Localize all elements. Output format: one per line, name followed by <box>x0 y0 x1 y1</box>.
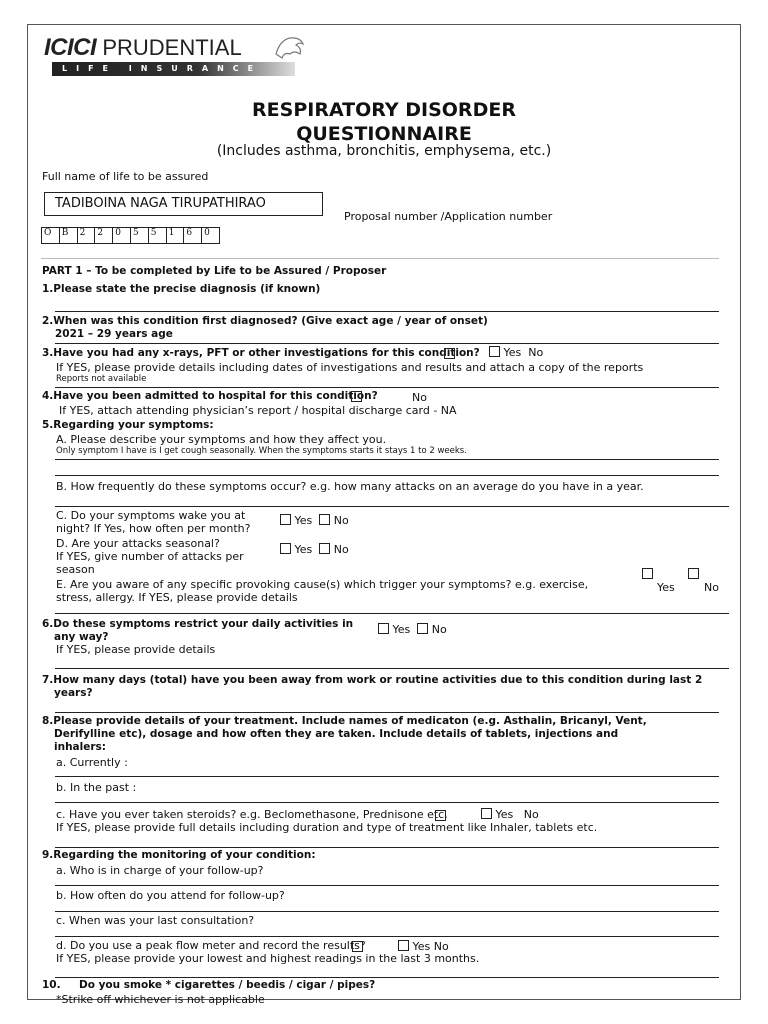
question-1: 1.Please state the precise diagnosis (if known) <box>42 283 321 295</box>
q8c-detail: If YES, please provide full details including duration and type of treatment like Inhaler, tablets etc. <box>56 821 598 834</box>
question-2: 2.When was this condition first diagnosed? (Give exact age / year of onset) <box>42 315 488 327</box>
answer-5a: Only symptom I have is I get cough seasonally. When the symptoms starts it stays 1 to 2 weeks. <box>56 446 467 456</box>
answer-line-5a-2[interactable] <box>55 475 719 476</box>
answer-line-5e[interactable] <box>55 613 729 614</box>
q9d-yes-checkbox[interactable] <box>398 940 409 951</box>
answer-line-9d[interactable] <box>55 977 719 978</box>
q3-checkbox-inline[interactable] <box>444 348 455 359</box>
q4-detail: If YES, attach attending physician’s report / hospital discharge card - NA <box>59 404 457 417</box>
page-title: RESPIRATORY DISORDER <box>252 99 516 121</box>
answer-line-9b[interactable] <box>55 911 719 912</box>
q3-detail: If YES, please provide details including dates of investigations and results and attach a copy of the reports <box>56 361 644 374</box>
q8c-options: Yes No <box>481 808 539 821</box>
name-field[interactable]: TADIBOINA NAGA TIRUPATHIRAO <box>44 192 323 216</box>
question-3: 3.Have you had any x-rays, PFT or other investigations for this condition? <box>42 347 480 359</box>
q8c-inline-checkbox[interactable] <box>435 810 446 821</box>
q8c-yes-checkbox[interactable] <box>481 808 492 819</box>
digit-cell: 0 <box>204 228 210 238</box>
q9d-inline-checkbox[interactable] <box>352 941 363 952</box>
question-5d: D. Are your attacks seasonal? If YES, give number of attacks per season <box>56 537 244 576</box>
q6-detail: If YES, please provide details <box>56 643 216 656</box>
proposal-label: Proposal number /Application number <box>344 210 553 223</box>
answer-line-8b[interactable] <box>55 802 719 803</box>
digit-cell: O <box>42 228 60 243</box>
digit-cell: 6 <box>184 228 202 243</box>
question-9d: d. Do you use a peak flow meter and record the results? <box>56 939 366 952</box>
digit-cell: 2 <box>95 228 113 243</box>
answer-2: 2021 – 29 years age <box>55 328 173 340</box>
q4-yes-checkbox[interactable] <box>351 391 362 402</box>
answer-line-2[interactable] <box>55 343 719 344</box>
q5c-yes-checkbox[interactable] <box>280 514 291 525</box>
q3-options <box>489 346 543 359</box>
question-5: 5.Regarding your symptoms: <box>42 419 214 431</box>
answer-line-6[interactable] <box>55 668 729 669</box>
answer-line-3[interactable] <box>55 387 719 388</box>
page-title-line2: QUESTIONNAIRE <box>296 123 472 145</box>
q5d-yes-checkbox[interactable] <box>280 543 291 554</box>
q5e-yes-label: Yes <box>657 581 675 594</box>
q5e-no-label: No <box>704 581 719 594</box>
q4-no-label: No <box>412 391 427 404</box>
question-9b: b. How often do you attend for follow-up? <box>56 889 285 902</box>
q5e-no-checkbox[interactable] <box>688 568 699 579</box>
answer-line-1[interactable] <box>55 311 719 312</box>
question-4: 4.Have you been admitted to hospital for this condition? <box>42 390 378 402</box>
question-9c: c. When was your last consultation? <box>56 914 255 927</box>
digit-cell: 5 <box>131 228 149 243</box>
question-10: Do you smoke * cigarettes / beedis / cigar / pipes? <box>79 979 376 991</box>
question-9: 9.Regarding the monitoring of your condition: <box>42 849 316 861</box>
q3-yes-checkbox[interactable] <box>489 346 500 357</box>
q5d-options: Yes No <box>280 543 349 556</box>
q3-answer: Reports not available <box>56 374 147 384</box>
q6-yes-checkbox[interactable] <box>378 623 389 634</box>
answer-line-8c[interactable] <box>55 847 719 848</box>
q5c-no-checkbox[interactable] <box>319 514 330 525</box>
question-8a: a. Currently : <box>56 756 128 769</box>
q9d-options: Yes No <box>398 940 449 953</box>
question-8b: b. In the past : <box>56 781 137 794</box>
answer-line-7[interactable] <box>55 712 719 713</box>
name-label: Full name of life to be assured <box>42 170 209 183</box>
answer-line-5a[interactable] <box>55 459 719 460</box>
question-5a: A. Please describe your symptoms and how they affect you. <box>56 433 387 446</box>
q9d-detail: If YES, please provide your lowest and highest readings in the last 3 months. <box>56 952 480 965</box>
answer-line-9c[interactable] <box>55 936 719 937</box>
proposal-number-field[interactable] <box>41 227 220 244</box>
q10-note: *Strike off whichever is not applicable <box>56 993 265 1006</box>
question-5b: B. How frequently do these symptoms occur? e.g. how many attacks on an average do you have in a year. <box>56 480 644 493</box>
q5e-yes-checkbox[interactable] <box>642 568 653 579</box>
answer-line-9a[interactable] <box>55 885 719 886</box>
answer-line-8a[interactable] <box>55 776 719 777</box>
question-5e: E. Are you aware of any specific provoking cause(s) which trigger your symptoms? e.g. exercise, stress, allergy. If YES, please provide details <box>56 578 589 604</box>
digit-cell: 2 <box>78 228 96 243</box>
part1-heading: PART 1 – To be completed by Life to be Assured / Proposer <box>42 265 387 277</box>
q5c-options: Yes No <box>280 514 349 527</box>
question-8: 8.Please provide details of your treatment. Include names of medicaton (e.g. Asthalin, Bricanyl, Vent, Derifylline etc), dosage and how often they are taken. Include details of tablets, injections and inhalers: <box>42 715 647 753</box>
company-logo: ICICI PRUDENTIAL <box>44 34 242 61</box>
question-9a: a. Who is in charge of your follow-up? <box>56 864 264 877</box>
digit-cell: 1 <box>167 228 185 243</box>
digit-cell: 5 <box>149 228 167 243</box>
question-6: 6.Do these symptoms restrict your daily activities in any way? <box>42 618 354 643</box>
q3-yes-label: Yes <box>503 346 522 359</box>
answer-line-5b[interactable] <box>55 506 729 507</box>
q6-options: Yes No <box>378 623 447 636</box>
lion-emblem-icon <box>272 32 306 60</box>
question-10-number: 10. <box>42 979 61 991</box>
logo-tagline: LIFE INSURANCE <box>52 62 295 76</box>
q5d-no-checkbox[interactable] <box>319 543 330 554</box>
digit-cell: B <box>60 228 78 243</box>
q3-no-label: No <box>528 346 544 359</box>
divider <box>41 258 719 259</box>
question-8c: c. Have you ever taken steroids? e.g. Beclomethasone, Prednisone etc. <box>56 808 448 821</box>
question-7: 7.How many days (total) have you been away from work or routine activities due to this condition during last 2 years? <box>42 674 703 699</box>
digit-cell: 0 <box>113 228 131 243</box>
question-5c: C. Do your symptoms wake you at night? If Yes, how often per month? <box>56 509 251 535</box>
q6-no-checkbox[interactable] <box>417 623 428 634</box>
page-subtitle: (Includes asthma, bronchitis, emphysema, etc.) <box>216 143 552 159</box>
